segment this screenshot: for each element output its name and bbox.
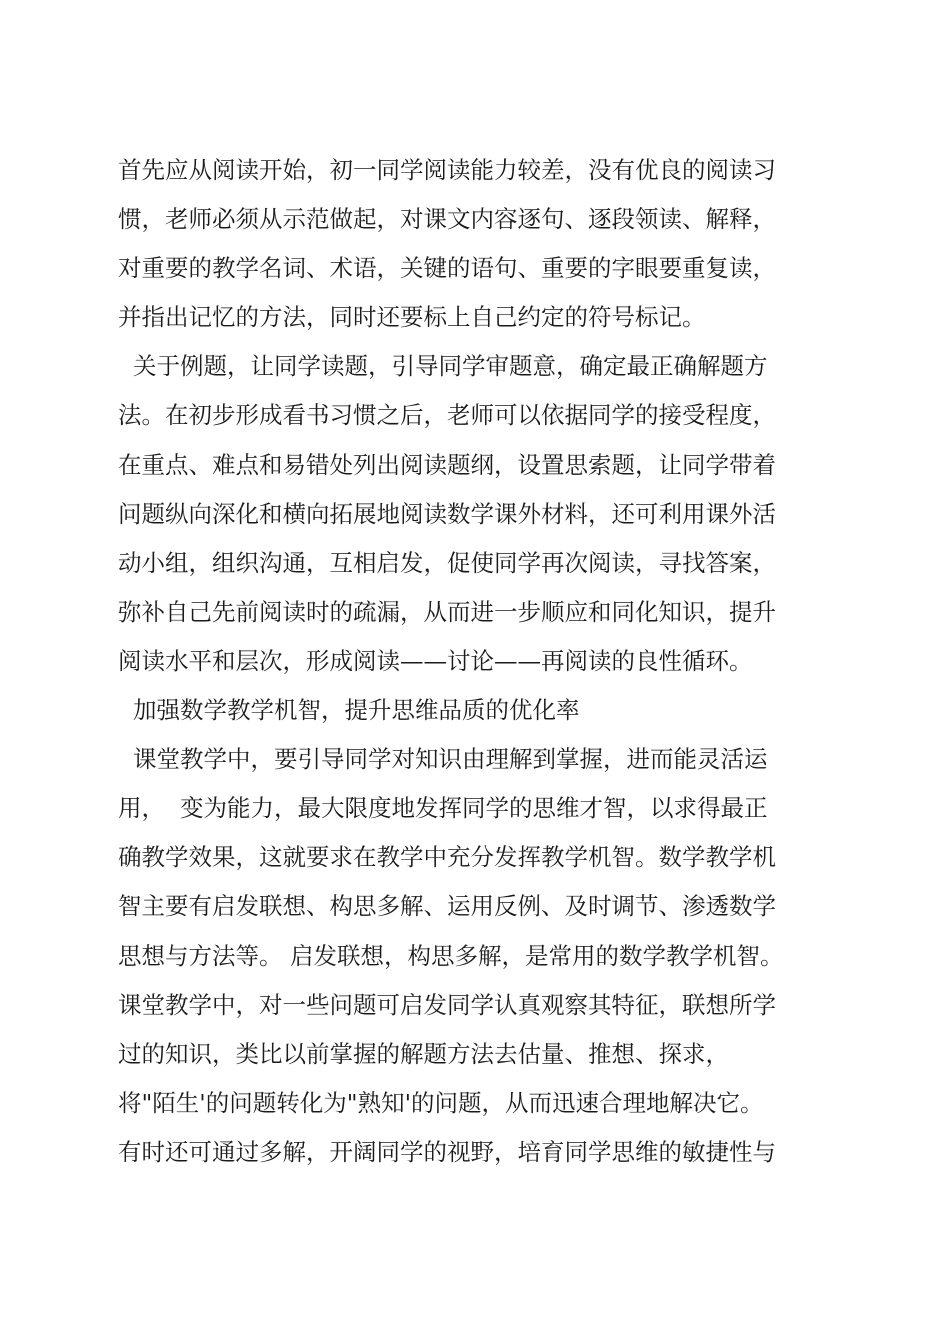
text-line: 有时还可通过多解，开阔同学的视野，培育同学思维的敏捷性与 [118,1137,776,1166]
text-line: 弥补自己先前阅读时的疏漏，从而进一步顺应和同化知识，提升 [118,597,776,626]
text-line: 问题纵向深化和横向拓展地阅读数学课外材料，还可利用课外活 [118,499,776,528]
text-line: 对重要的教学名词、术语，关键的语句、重要的字眼要重复读， [118,254,776,283]
section-heading: 加强数学教学机智，提升思维品质的优化率 [118,696,580,725]
text-line: 并指出记忆的方法，同时还要标上自己约定的符号标记。 [118,303,706,332]
text-line: 课堂教学中，要引导同学对知识由理解到掌握，进而能灵活运 [118,745,768,774]
text-line: 阅读水平和层次，形成阅读——讨论——再阅读的良性循环。 [118,646,753,675]
text-line: 确教学效果，这就要求在教学中充分发挥教学机智。数学教学机 [118,843,776,872]
text-line: 课堂教学中，对一些问题可启发同学认真观察其特征，联想所学 [118,990,776,1019]
text-line: 智主要有启发联想、构思多解、运用反例、及时调节、渗透数学 [118,892,776,921]
text-line: 首先应从阅读开始，初一同学阅读能力较差，没有优良的阅读习 [118,156,776,184]
text-line: 动小组，组织沟通，互相启发，促使同学再次阅读，寻找答案， [118,548,776,577]
text-line: 在重点、难点和易错处列出阅读题纲，设置思索题，让同学带着 [118,450,776,479]
text-line: 关于例题，让同学读题，引导同学审题意，确定最正确解题方 [118,352,768,381]
text-line: 惯，老师必须从示范做起，对课文内容逐句、逐段领读、解释， [118,205,776,234]
body-text [118,146,838,1177]
text-line: 思想与方法等。 启发联想，构思多解，是常用的数学教学机智。 [118,941,784,970]
text-line: 法。在初步形成看书习惯之后，老师可以依据同学的接受程度， [118,401,776,430]
text-line: 用， 变为能力，最大限度地发挥同学的思维才智，以求得最正 [118,794,768,823]
text-line: 将"陌生'的问题转化为"熟知'的问题，从而迅速合理地解决它。 [118,1088,764,1117]
text-line: 过的知识，类比以前掌握的解题方法去估量、推想、探求， [118,1039,729,1068]
